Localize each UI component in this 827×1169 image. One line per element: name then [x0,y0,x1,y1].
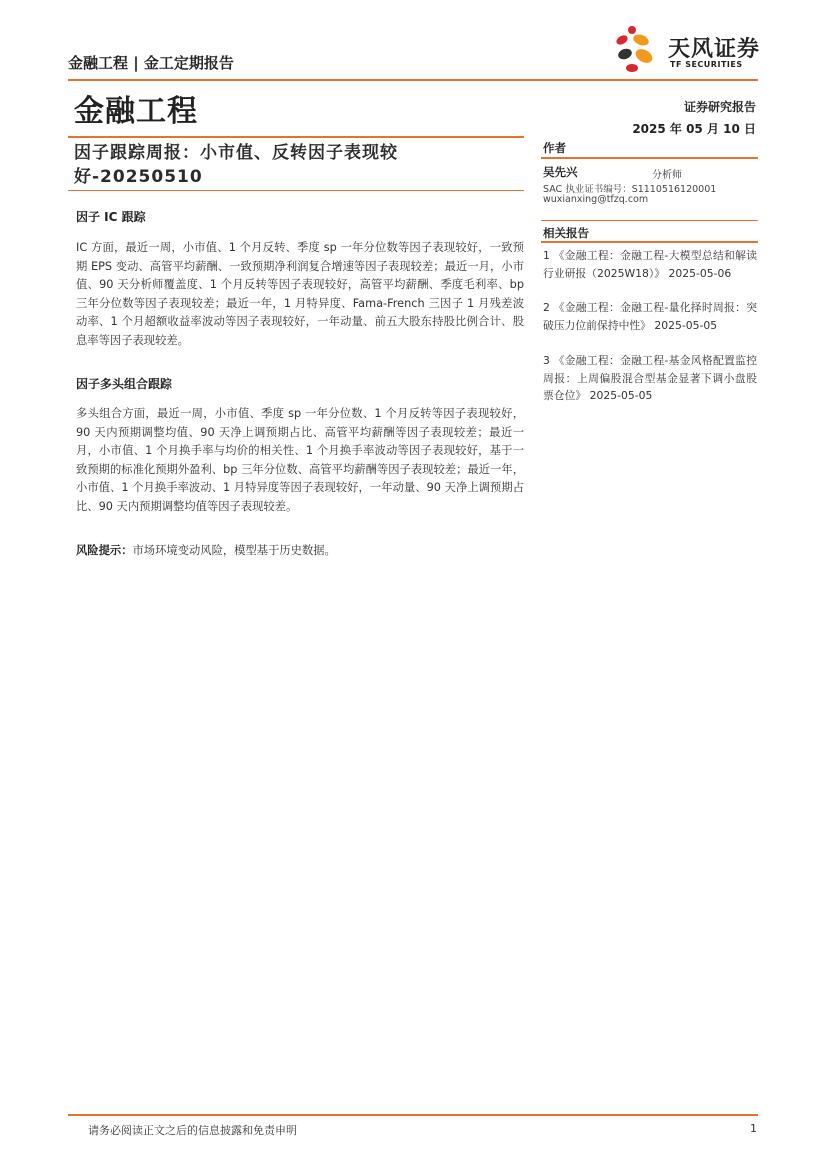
author-heading: 作者 [543,141,566,155]
report-date: 2025 年 05 月 10 日 [632,122,756,136]
report-title: 因子跟踪周报：小市值、反转因子表现较好-20250510 [74,143,398,187]
risk-label: 风险提示： [76,544,133,557]
related-report-item[interactable]: 1 《金融工程：金融工程-大模型总结和解读行业研报（2025W18）》 2025-05-06 [543,249,757,280]
logo-petal-icon [632,33,650,48]
logo-text-cn: 天风证券 [668,37,761,62]
section-title: 金融工程 [74,94,198,129]
logo-petal-icon [628,26,636,34]
related-rule [541,241,758,243]
author-cert: SAC 执业证书编号：S1110516120001 [543,184,717,195]
related-heading: 相关报告 [543,226,589,240]
section-heading-ic: 因子 IC 跟踪 [76,210,146,224]
author-email[interactable]: wuxianxing@tfzq.com [543,194,649,205]
footer-divider [68,1114,758,1116]
related-top-rule [541,220,758,221]
logo-petal-icon [626,64,638,72]
section-body-ic: IC 方面，最近一周，小市值、1 个月反转、季度 sp 一年分位数等因子表现较好，一致预期 EPS 变动、高管平均薪酬、一致预期净利润复合增速等因子表现较差；最近一月，小市值、90 天分析师覆盖度、1 个月反转等因子表现较好，高管平均薪酬、季度毛利率、bp 三年分位数等因子表现较差；最近一年，1 月特异度、Fama-French 三因子 1 月残差波动率、1 个月超额收益率波动等因子表现较好，一年动量、前五大股东持股比例合计、股息率等因子表现较差。 [76,241,524,347]
risk-text: 市场环境变动风险，模型基于历史数据。 [132,544,336,557]
title-bottom-rule [68,190,524,191]
report-type: 证券研究报告 [683,100,756,114]
logo-petal-icon [617,47,634,61]
related-report-item[interactable]: 2 《金融工程：金融工程-量化择时周报：突破压力位前保持中性》 2025-05-05 [543,301,757,332]
author-name: 吴先兴 [543,165,578,179]
section-heading-long-portfolio: 因子多头组合跟踪 [76,377,173,391]
related-report-item[interactable]: 3 《金融工程：金融工程-基金风格配置监控周报：上周偏股混合型基金显著下调小盘股票仓位》 2025-05-05 [543,354,757,402]
logo-text-en: TF SECURITIES [670,60,743,69]
author-role: 分析师 [652,170,682,181]
risk-warning [76,542,336,558]
header-category: 金融工程 | 金工定期报告 [68,54,234,72]
title-top-rule [68,136,524,138]
section-body-long-portfolio: 多头组合方面，最近一周，小市值、季度 sp 一年分位数、1 个月反转等因子表现较好，90 天内预期调整均值、90 天净上调预期占比、高管平均薪酬等因子表现较差；最近一月，小市值、1 个月换手率与均价的相关性、1 个月换手率波动等因子表现较好，基于一致预期的标准化预期外盈利、bp 三年分位数、高管平均薪酬等因子表现较差；最近一年，小市值、1 个月换手率波动、1 月特异度等因子表现较好，一年动量、90 天净上调预期占比、90 天内预期调整均值等因子表现较差。 [76,407,524,513]
footer-disclaimer: 请务必阅读正文之后的信息披露和免责申明 [88,1124,297,1137]
logo-petal-icon [633,46,655,65]
header-divider [68,79,758,81]
author-rule [541,157,758,159]
page-number: 1 [750,1122,757,1135]
logo-petal-icon [615,34,629,47]
